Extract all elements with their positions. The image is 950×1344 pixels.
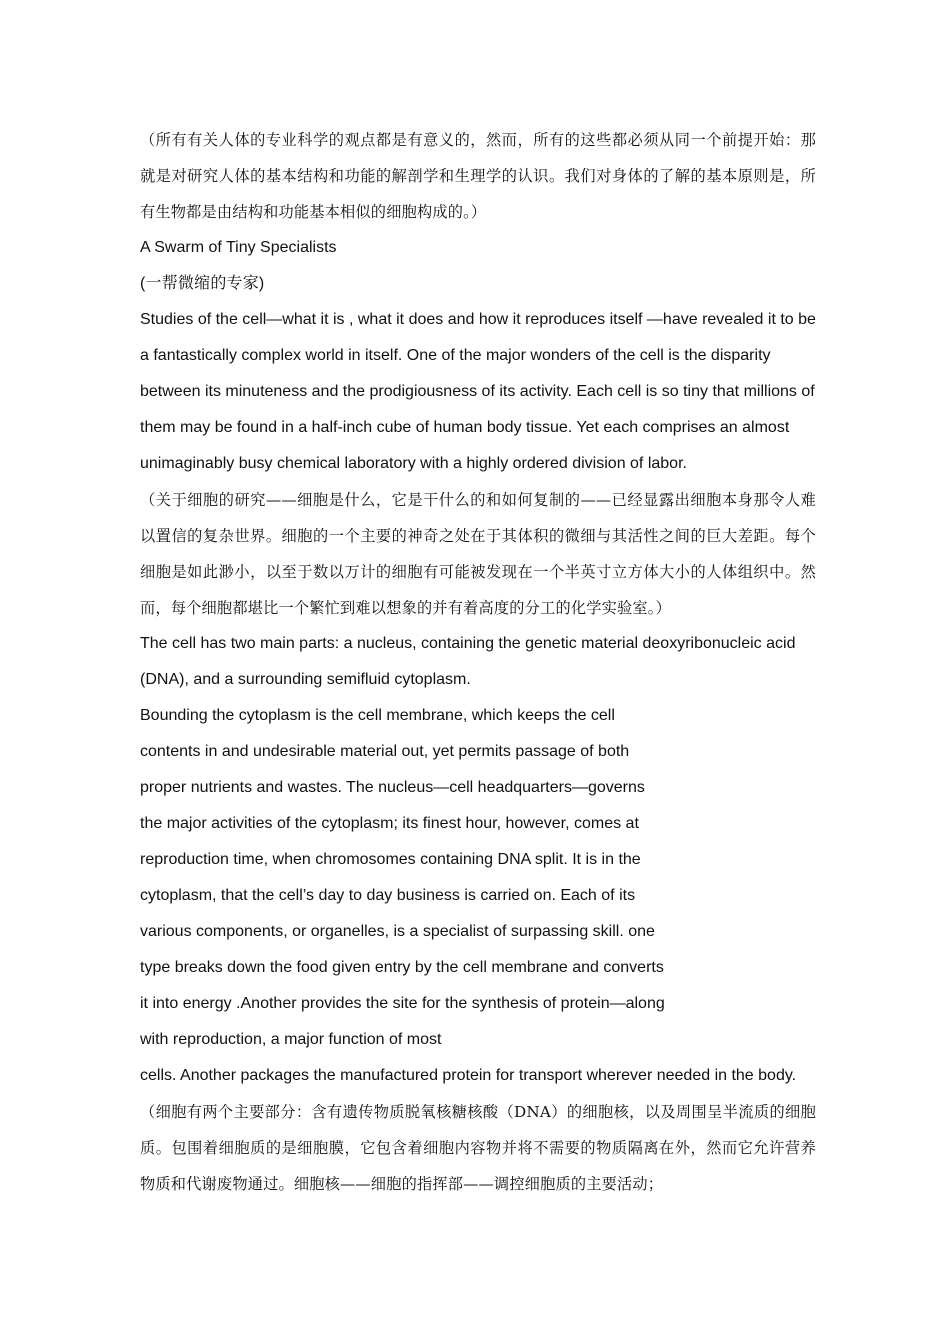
paragraph-2-en: The cell has two main parts: a nucleus, containing the genetic material deoxyribonucleic acid (DNA), and a surrounding semifluid cytoplasm. (140, 635, 796, 688)
paragraph-3-zh: （细胞有两个主要部分：含有遗传物质脱氧核糖核酸（DNA）的细胞核，以及周围呈半流质的细胞质。包围着细胞质的是细胞膜，它包含着细胞内容物并将不需要的物质隔离在外，然而它允许营养物质和代谢废物通过。细胞核——细胞的指挥部——调控细胞质的主要活动； (140, 1103, 816, 1193)
paragraph-1-en: Studies of the cell—what it is , what it does and how it reproduces itself —have revealed it to be a fantastically complex world in itself. One of the major wonders of the cell is the disparity between its minuteness and the prodigiousness of its activity. Each cell is so tiny that millions of them may be found in a half-inch cube of human body tissue. Yet each comprises an almost unimaginably busy chemical laboratory with a highly ordered division of labor. (140, 311, 816, 472)
document-page (140, 122, 816, 1202)
paragraph-3-en-part2: cells. Another packages the manufactured protein for transport wherever needed in the body. (140, 1067, 797, 1084)
section-heading-en: A Swarm of Tiny Specialists (140, 239, 337, 256)
intro-paragraph-zh: （所有有关人体的专业科学的观点都是有意义的，然而，所有的这些都必须从同一个前提开始：那就是对研究人体的基本结构和功能的解剖学和生理学的认识。我们对身体的了解的基本原则是，所有生物都是由结构和功能基本相似的细胞构成的。） (140, 131, 816, 221)
section-heading-zh: (一帮微缩的专家) (140, 275, 265, 292)
paragraph-3-en-part1: Bounding the cytoplasm is the cell membrane, which keeps the cell contents in and undesirable material out, yet permits passage of both proper nutrients and wastes. The nucleus—cell headquarters—governs the major activities of the cytoplasm; its finest hour, however, comes at reproduction time, when chromosomes containing DNA split. It is in the cytoplasm, that the cell’s day to day business is carried on. Each of its various components, or organelles, is a specialist of surpassing skill. one type breaks down the food given entry by the cell membrane and converts it into energy .Another provides the site for the synthesis of protein—along with reproduction, a major function of most (140, 707, 665, 1048)
paragraph-1-zh: （关于细胞的研究——细胞是什么，它是干什么的和如何复制的——已经显露出细胞本身那令人难以置信的复杂世界。细胞的一个主要的神奇之处在于其体积的微细与其活性之间的巨大差距。每个细胞是如此渺小，以至于数以万计的细胞有可能被发现在一个半英寸立方体大小的人体组织中。然而，每个细胞都堪比一个繁忙到难以想象的并有着高度的分工的化学实验室。） (140, 491, 816, 617)
